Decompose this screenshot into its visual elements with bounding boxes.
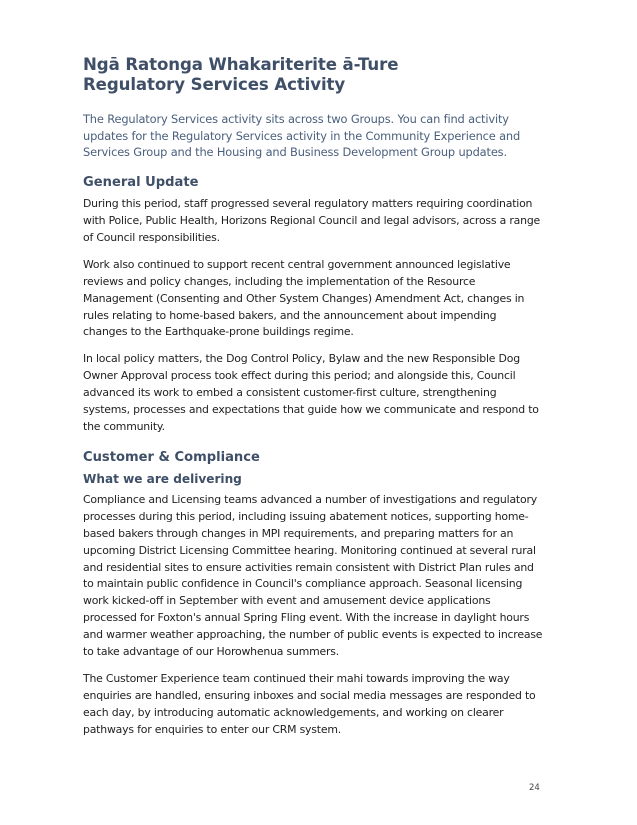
general-update-paragraph-2: Work also continued to support recent central government announced legislative reviews and policy changes, including the implementation of the Resource Management (Consenting and Other System Changes) Amendment Act, changes in rules relating to home-based bakers, and the announcement about impending changes to the Earthquake-prone buildings regime. (83, 257, 525, 339)
general-update-paragraph-1: During this period, staff progressed several regulatory matters requiring coordination with Police, Public Health, Horizons Regional Council and legal advisors, across a range of Council responsibilities. (83, 197, 541, 244)
section-heading-general-update: General Update (83, 175, 199, 191)
page-title-english: Regulatory Services Activity (83, 75, 346, 94)
page-number: 24 (529, 783, 540, 793)
page-title (83, 55, 543, 95)
customer-compliance-paragraph-2: The Customer Experience team continued their mahi towards improving the way enquiries are handled, ensuring inboxes and social media messages are responded to each day, by introducing automatic acknowledgements, and working on clearer pathways for enquiries to enter our CRM system. (83, 671, 536, 736)
document-page (83, 55, 543, 739)
intro-paragraph: The Regulatory Services activity sits across two Groups. You can find activity updates for the Regulatory Services activity in the Community Experience and Services Group and the Housing and Business Development Group updates. (83, 112, 521, 160)
subheading-what-we-are-delivering: What we are delivering (83, 471, 242, 486)
page-title-maori: Ngā Ratonga Whakariterite ā-Ture (83, 55, 399, 74)
section-heading-customer-compliance: Customer & Compliance (83, 449, 260, 465)
customer-compliance-paragraph-1: Compliance and Licensing teams advanced a number of investigations and regulatory processes during this period, including issuing abatement notices, supporting home-based bakers through changes in MPI requirements, and preparing matters for an upcoming District Licensing Committee hearing. Monitoring continued at several rural and residential sites to ensure activities remain consistent with District Plan rules and to maintain public confidence in Council's compliance approach. Seasonal licensing work kicked-off in September with event and amusement device applications processed for Foxton's annual Spring Fling event. With the increase in daylight hours and warmer weather approaching, the number of public events is expected to increase to take advantage of our Horowhenua summers. (83, 492, 543, 659)
general-update-paragraph-3: In local policy matters, the Dog Control Policy, Bylaw and the new Responsible Dog Owner Approval process took effect during this period; and alongside this, Council advanced its work to embed a consistent customer-first culture, strengthening systems, processes and expectations that guide how we communicate and respond to the community. (83, 352, 539, 433)
